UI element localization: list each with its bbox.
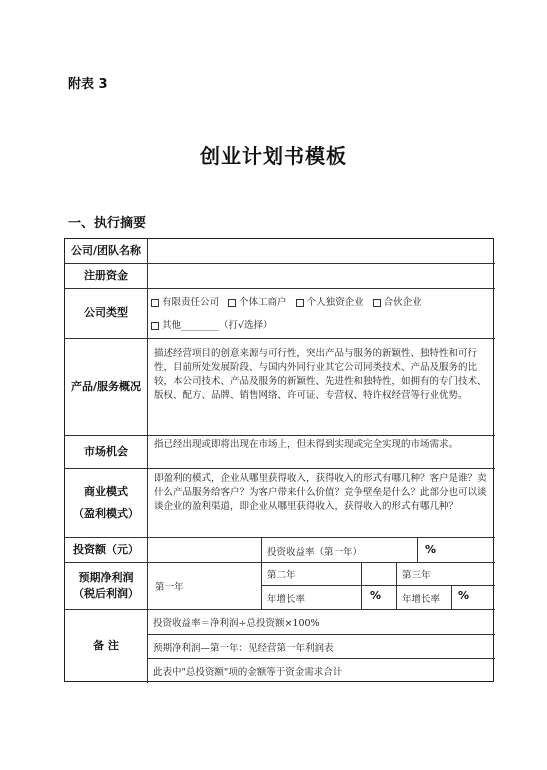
notes-label: 备 注: [93, 639, 119, 652]
option-sole-proprietorship[interactable]: 个人独资企业: [296, 294, 364, 308]
year2-label: 第二年: [267, 570, 296, 581]
year3-growth-percent: %: [458, 589, 470, 602]
product-overview-label: 产品/服务概况: [70, 379, 142, 393]
column-divider: [451, 585, 452, 609]
option-llc[interactable]: 有限责任公司: [151, 294, 219, 308]
company-name-label: 公司/团队名称: [70, 244, 142, 257]
row-divider: [147, 658, 495, 659]
summary-form-table: [64, 238, 494, 682]
net-profit-label: 预期净利润 （税后利润）: [73, 570, 139, 600]
checkbox[interactable]: [373, 299, 381, 307]
registered-capital-label: 注册资金: [84, 268, 128, 282]
year1-label: 第一年: [155, 582, 184, 593]
company-type-options: [151, 294, 491, 308]
appendix-label: 附表 3: [68, 77, 108, 92]
column-divider: [417, 537, 418, 562]
year3-growth-label: 年增长率: [402, 594, 441, 605]
column-divider: [361, 562, 362, 609]
year2-growth-percent: %: [370, 589, 382, 602]
column-divider: [396, 562, 397, 609]
investment-label: 投资额（元）: [73, 542, 139, 556]
business-model-label: 商业模式 （盈利模式）: [73, 484, 139, 520]
company-type-label: 公司类型: [84, 306, 128, 319]
year2-growth-label: 年增长率: [267, 594, 306, 605]
row-divider: [147, 634, 495, 635]
column-divider: [261, 537, 262, 609]
checkbox[interactable]: [228, 299, 236, 307]
company-name-field[interactable]: [148, 240, 494, 262]
checkbox[interactable]: [151, 322, 159, 330]
product-overview-text: 描述经营项目的创意来源与可行性，突出产品与服务的新颖性、独特性和可行性，目前所处发展阶段、与国内外同行业其它公司同类技术、产品及服务的比较，本公司技术、产品及服务的新颖性、先进性和独特性，如拥有的专门技术、版权、配方、品牌、销售网络、许可证、专营权、特许权经营等行业优势。: [154, 348, 487, 401]
roi-percent: %: [425, 543, 437, 556]
investment-field[interactable]: [148, 538, 260, 561]
option-partnership[interactable]: 合伙企业: [373, 294, 422, 308]
note-line: 投资收益率＝净利润÷总投资额×100%: [153, 618, 320, 629]
checkbox[interactable]: [151, 299, 159, 307]
business-model-text: 即盈利的模式，企业从哪里获得收入，获得收入的形式有哪几种？客户是谁？卖什么产品服务给客户？为客户带来什么价值？竞争壁垒是什么？此部分也可以谈谈企业的盈利渠道，即企业从哪里获得收入，获得收入的形式有哪几种？: [154, 473, 487, 512]
checkbox[interactable]: [296, 299, 304, 307]
registered-capital-field[interactable]: [148, 264, 494, 287]
market-opportunity-label: 市场机会: [84, 444, 128, 458]
option-individual-business[interactable]: 个体工商户: [228, 294, 287, 308]
page-title: 创业计划书模板: [200, 144, 347, 168]
section-title: 一、执行摘要: [68, 216, 147, 231]
note-line: 预期净利润—第一年：见经营第一年利润表: [153, 643, 334, 654]
option-other[interactable]: 其他________（打√选择）: [151, 317, 451, 331]
roi-label: 投资收益率（第一年）: [267, 547, 363, 558]
market-opportunity-text: 指已经出现或即将出现在市场上，但未得到实现或完全实现的市场需求。: [154, 439, 459, 450]
note-line: 此表中"总投资额"项的金额等于资金需求合计: [153, 667, 343, 678]
year3-label: 第三年: [402, 570, 431, 581]
row-divider: [261, 585, 495, 586]
column-divider: [147, 239, 148, 683]
